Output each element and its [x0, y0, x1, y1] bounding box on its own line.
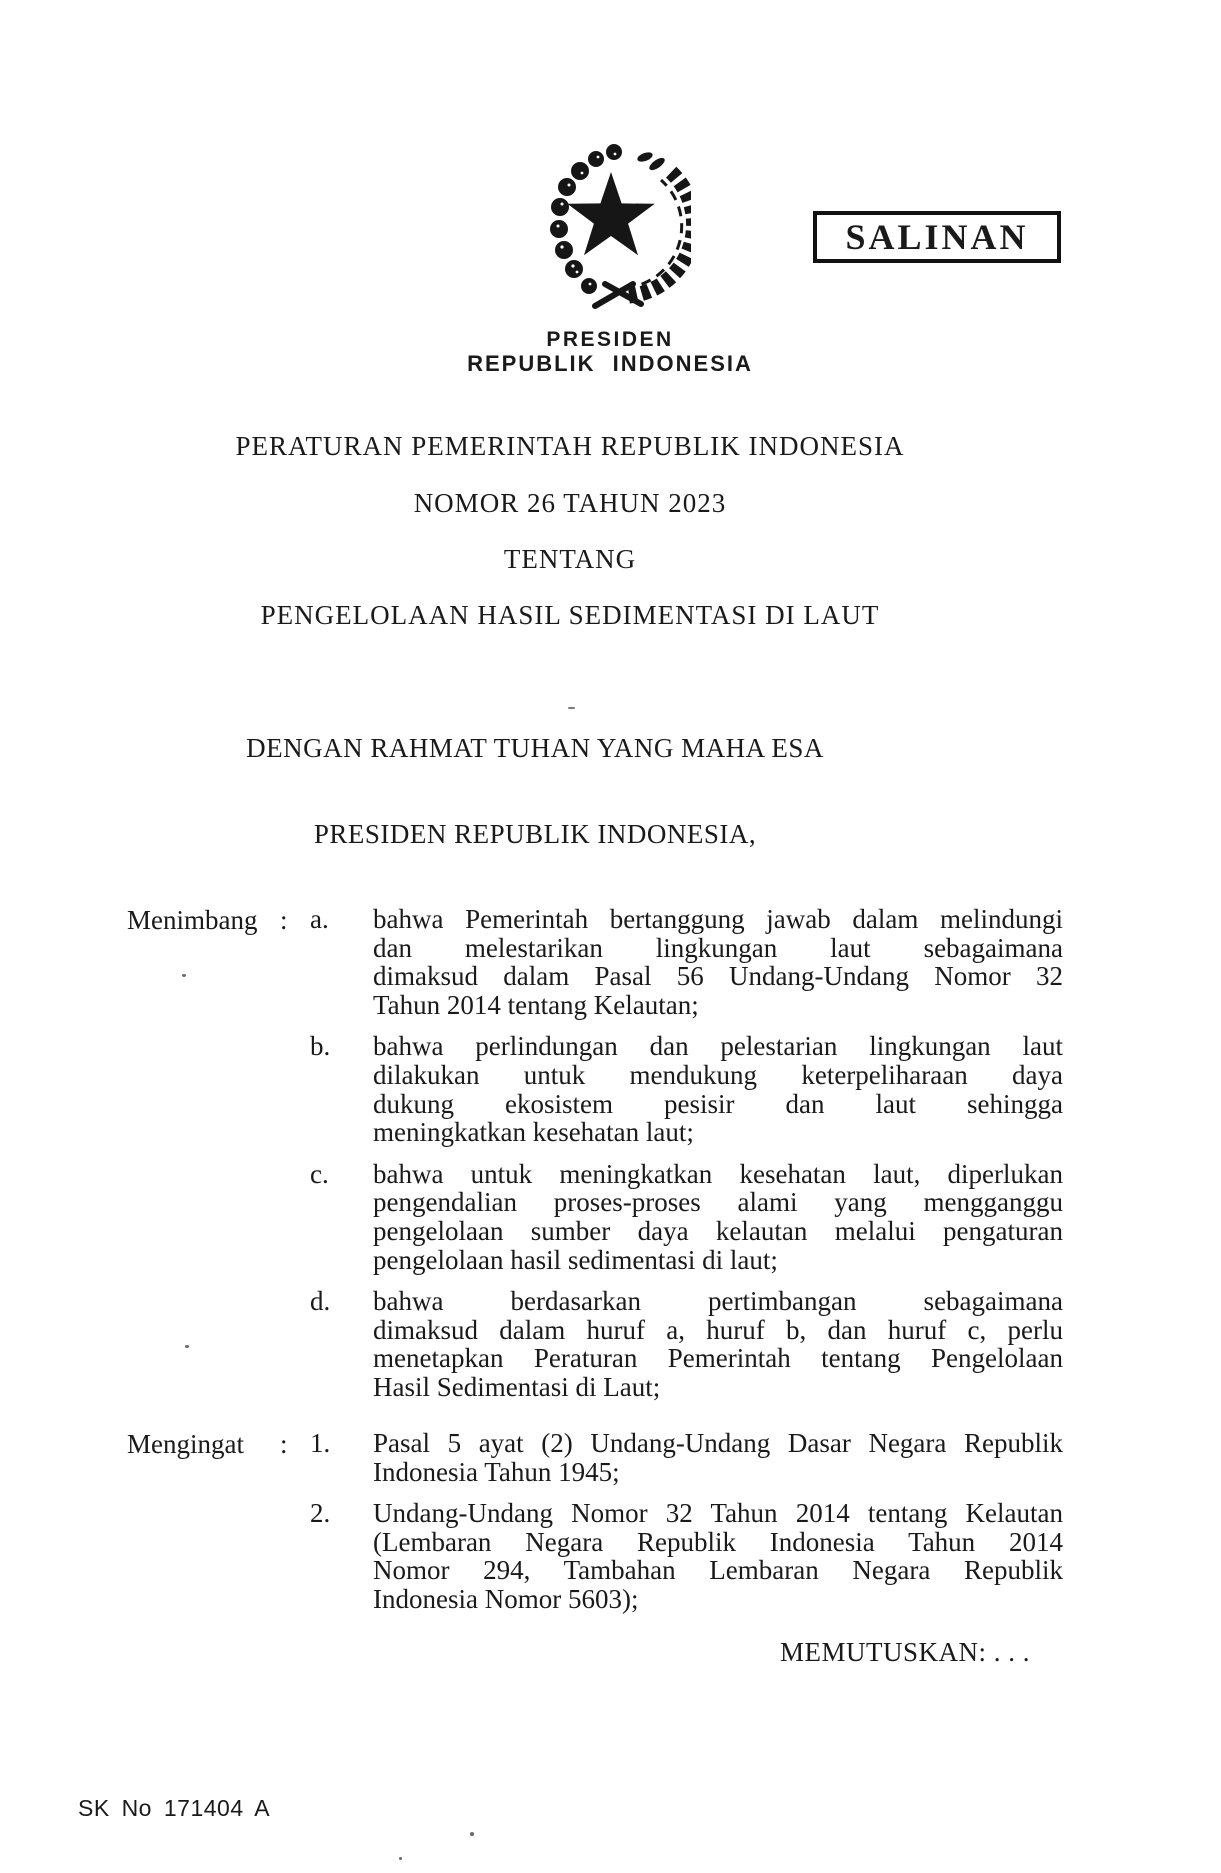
tentang-label: TENTANG [503, 544, 637, 574]
text-line: dilakukan untuk mendukung keterpeliharaan daya [373, 1059, 1063, 1090]
text-line: pengendalian proses-proses alami yang mengganggu [373, 1187, 1063, 1218]
text-line: Hasil Sedimentasi di Laut; [373, 1371, 661, 1402]
list-item-text [373, 1032, 1063, 1146]
list-item [310, 1160, 1065, 1274]
list-item [310, 1429, 1065, 1486]
regulation-subject: PENGELOLAAN HASIL SEDIMENTASI DI LAUT [260, 600, 880, 630]
text-line: bahwa berdasarkan pertimbangan sebagaimana [373, 1286, 1063, 1317]
scan-artifact-dot [182, 974, 186, 977]
memutuskan-line: MEMUTUSKAN: . . . [780, 1637, 1031, 1667]
scan-artifact-dash [568, 707, 575, 709]
list-item [310, 905, 1065, 1019]
list-item-marker: a. [310, 904, 329, 934]
text-line: Nomor 294, Tambahan Lembaran Negara Republik [373, 1555, 1063, 1586]
list-item-marker: c. [310, 1158, 329, 1189]
invocation-line: DENGAN RAHMAT TUHAN YANG MAHA ESA [246, 733, 824, 763]
scan-artifact-dot [470, 1832, 474, 1836]
list-item-marker: 1. [310, 1428, 331, 1458]
regulation-title: PERATURAN PEMERINTAH REPUBLIK INDONESIA [235, 431, 905, 461]
mengingat-label: Mengingat [127, 1429, 244, 1459]
text-line: bahwa untuk meningkatkan kesehatan laut, diperlukan [373, 1158, 1063, 1189]
regulation-number: NOMOR 26 TAHUN 2023 [413, 488, 727, 518]
letterhead [410, 328, 810, 376]
text-line: dimaksud dalam huruf a, huruf b, dan huruf c, perlu [373, 1314, 1063, 1345]
menimbang-colon: : [280, 905, 288, 935]
sk-number: SK No 171404 A [78, 1795, 271, 1821]
text-line: Tahun 2014 tentang Kelautan; [373, 989, 699, 1020]
text-line: dukung ekosistem pesisir dan laut sehingga [373, 1088, 1063, 1119]
list-item-marker: b. [310, 1031, 331, 1062]
letterhead-republik-indonesia: REPUBLIK INDONESIA [467, 351, 753, 376]
text-line: dan melestarikan lingkungan laut sebagaimana [373, 932, 1063, 963]
salinan-stamp [813, 211, 1061, 263]
menimbang-items [310, 905, 1065, 1415]
presidential-seal-icon [529, 136, 691, 314]
list-item [310, 1032, 1065, 1146]
text-line: Pasal 5 ayat (2) Undang-Undang Dasar Negara Republik [373, 1428, 1063, 1458]
letterhead-presiden: PRESIDEN [546, 328, 674, 351]
scan-artifact-dot [185, 1345, 189, 1348]
text-line: (Lembaran Negara Republik Indonesia Tahun 2014 [373, 1526, 1063, 1557]
text-line: pengelolaan sumber daya kelautan melalui pengaturan [373, 1215, 1063, 1246]
list-item-text [373, 1160, 1063, 1274]
text-line: Undang-Undang Nomor 32 Tahun 2014 tentang Kelautan [373, 1498, 1063, 1529]
text-line: bahwa Pemerintah bertanggung jawab dalam melindungi [373, 904, 1063, 934]
mengingat-colon: : [280, 1429, 288, 1459]
authority-line: PRESIDEN REPUBLIK INDONESIA, [313, 819, 757, 849]
salinan-stamp-label: SALINAN [845, 217, 1029, 257]
text-line: bahwa perlindungan dan pelestarian lingkungan laut [373, 1031, 1063, 1062]
text-line: Indonesia Tahun 1945; [373, 1456, 620, 1487]
text-line: pengelolaan hasil sedimentasi di laut; [373, 1244, 778, 1275]
mengingat-items [310, 1429, 1065, 1627]
list-item-marker: 2. [310, 1498, 331, 1529]
list-item [310, 1499, 1065, 1613]
list-item-text [373, 905, 1063, 1019]
list-item-marker: d. [310, 1286, 331, 1317]
text-line: dimaksud dalam Pasal 56 Undang-Undang Nomor 32 [373, 961, 1063, 992]
list-item-text [373, 1499, 1063, 1613]
list-item [310, 1287, 1065, 1401]
scan-artifact-dot [399, 1857, 402, 1860]
text-line: meningkatkan kesehatan laut; [373, 1117, 694, 1148]
menimbang-label: Menimbang [127, 905, 258, 935]
text-line: Indonesia Nomor 5603); [373, 1583, 639, 1614]
list-item-text [373, 1287, 1063, 1401]
list-item-text [373, 1429, 1063, 1486]
text-line: menetapkan Peraturan Pemerintah tentang Pengelolaan [373, 1343, 1063, 1374]
